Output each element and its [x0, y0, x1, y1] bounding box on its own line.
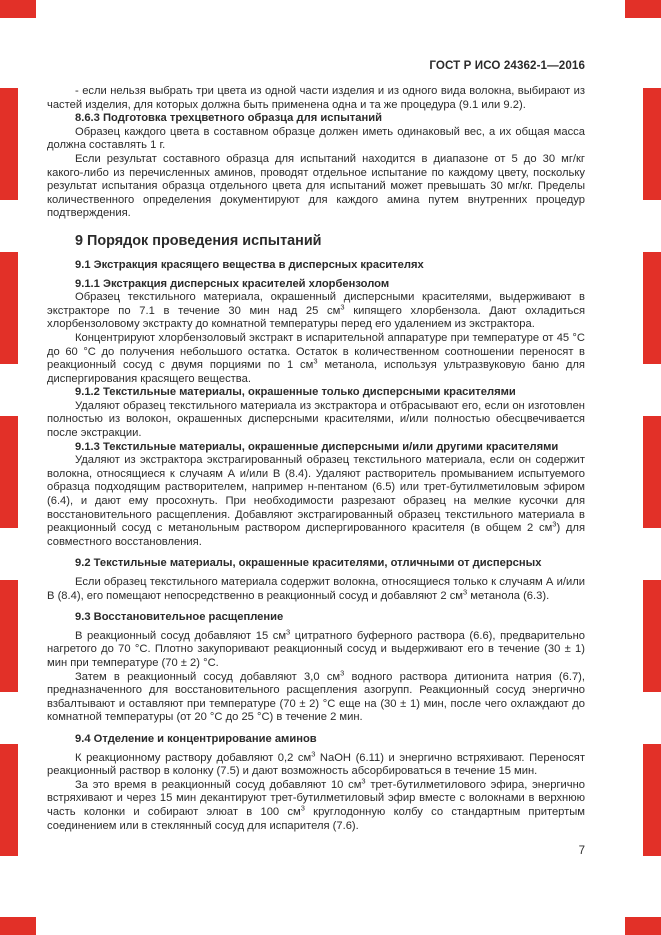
superscript: 3 — [313, 356, 318, 366]
clause-heading: 9.1.1 Экстракция дисперсных красителей хлорбензолом — [75, 277, 390, 290]
paragraph: Затем в реакционный сосуд добавляют 3,0 $см^3$ водного раствора дитионита натрия (6.7), предназначенного для восстановительного расщепления азогрупп. Реакционный сосуд энергично взбалтывают и оставляют при температуре (70 ± 2) °С еще на (30 ± 1) мин, после чего охлаждают до комнатной температуры (от 20 °С до 25 °С) в течение 2 мин. — [47, 667, 586, 724]
clause-heading: 9.2 Текстильные материалы, окрашенные красителями, отличными от дисперсных — [75, 557, 542, 570]
red-frame-dash — [643, 416, 661, 528]
paragraph: - если нельзя выбрать три цвета из одной части изделия и из одного вида волокна, выбирают из частей изделия, для которых должна быть применена одна и та же процедура (9.1 или 9.2). — [47, 85, 585, 111]
superscript: 3 — [340, 667, 345, 677]
superscript: 3 — [300, 803, 305, 813]
clause-heading: 8.6.3 Подготовка трехцветного образца для испытаний — [75, 112, 382, 125]
paragraph: В реакционный сосуд добавляют 15 $см^3$ цитратного буферного раствора (6.6), предварительно нагретого до 70 °С. Плотно закупоривают реакционный сосуд и выдерживают его в течение (30 ± 1) мин при температуре (70 ± 2) °С. — [47, 627, 585, 669]
red-frame-dash — [625, 0, 661, 18]
paragraph: Если образец текстильного материала содержит волокна, относящиеся только к случаям А и/или В (8.4), его помещают непосредственно в реакционный сосуд и добавляют 2 $см^3$ метанола (6.3). — [47, 576, 585, 602]
red-frame-dash — [643, 252, 661, 364]
red-frame-dash — [0, 917, 36, 935]
superscript: 3 — [552, 519, 557, 529]
superscript: 3 — [463, 586, 468, 596]
red-frame-dash — [0, 744, 18, 856]
superscript: 3 — [286, 627, 291, 637]
standard-designation: ГОСТ Р ИСО 24362-1—2016 — [429, 59, 585, 72]
red-frame-dash — [643, 744, 661, 856]
clause-heading: 9.1.2 Текстильные материалы, окрашенные только дисперсными красителями — [75, 386, 516, 399]
page-number: 7 — [578, 845, 585, 857]
red-frame-dash — [643, 88, 661, 200]
red-frame-dash — [643, 580, 661, 692]
paragraph: Образец каждого цвета в составном образце должен иметь одинаковый вес, а их общая масса должна составлять 1 г. — [47, 125, 585, 152]
superscript: 3 — [340, 301, 345, 311]
clause-heading: 9.1.3 Текстильные материалы, окрашенные дисперсными и/или другими красителями — [75, 440, 559, 453]
red-frame-dash — [625, 917, 661, 935]
clause-heading: 9.3 Восстановительное расщепление — [75, 611, 284, 624]
red-frame-dash — [0, 88, 18, 200]
red-frame-dash — [0, 416, 18, 528]
paragraph: Удаляют из экстрактора экстрагированный образец текстильного материала, если он содержит волокна, относящиеся к случаям А и/или В (8.4). Удаляют растворитель промыванием испытуемого образца подходящим растворителем, например н-пентаном (6.5) или трет-бутилметиловым эфиром (6.4), и дают ему просохнуть. При необходимости разрезают образец на мелкие кусочки для восстановительного расщепления. Добавляют экстрагированный образец текстильного материала в реакционный сосуд с метанольным раствором диспергированного красителя (в общем 2 $см^3$) для совместного восстановления. — [47, 454, 585, 548]
paragraph: Удаляют образец текстильного материала из экстрактора и отбрасывают его, если он изготовлен полностью из волокон, окрашенных дисперсными красителями, и/или полностью обесцвечивается после экстракции. — [47, 399, 585, 440]
paragraph: Образец текстильного материала, окрашенный дисперсными красителями, выдерживают в экстракторе по 7.1 в течение 30 мин над 25 $см^3$ кипящего хлорбензола. Дают охладиться хлорбензоловому экстракту до комнатной температуры перед его удалением из экстрактора. — [47, 291, 585, 331]
paragraph: К реакционному раствору добавляют 0,2 $см^3$ NaOH (6.11) и энергично встряхивают. Переносят реакционный раствор в колонку (7.5) и дают возможность абсорбироваться в течение 15 мин. — [47, 748, 585, 778]
superscript: 3 — [311, 748, 316, 758]
paragraph: За это время в реакционный сосуд добавляют 10 $см^3$ трет-бутилметилового эфира, энергично встряхивают и через 15 мин декантируют трет-бутилметиловый эфир вместе с волокнами в верхнюю часть колонки и собирают элюат в 100 $см^3$ круглодонную колбу со стандартным притертым соединением или в стеклянный сосуд для испарителя (7.6). — [47, 775, 585, 832]
paragraph: Если результат составного образца для испытаний находится в диапазоне от 5 до 30 мг/кг какого-либо из перечисленных аминов, проводят отдельное испытание по каждому цвету, поскольку результат испытания образца отдельного цвета для испытаний может превышать 30 мг/кг. Пределы количественного определения документируют для каждого амина путем внутренних процедур подтверждения. — [47, 152, 585, 220]
clause-heading: 9.4 Отделение и концентрирование аминов — [75, 732, 317, 745]
paragraph: Концентрируют хлорбензоловый экстракт в испарительной аппаратуре при температуре от 45 °С до 60 °С до получения небольшого остатка. Остаток в количественном соотношении переносят в реакционный сосуд с двумя порциями по 1 $см^3$ метанола, используя ультразвуковую баню для диспергирования красящего вещества. — [47, 331, 585, 385]
red-frame-dash — [0, 0, 36, 18]
clause-heading: 9.1 Экстракция красящего вещества в дисперсных красителях — [75, 258, 424, 271]
superscript: 3 — [361, 775, 366, 785]
red-frame-dash — [0, 580, 18, 692]
clause-heading: 9 Порядок проведения испытаний — [75, 232, 322, 249]
document-body — [47, 85, 585, 833]
red-frame-dash — [0, 252, 18, 364]
